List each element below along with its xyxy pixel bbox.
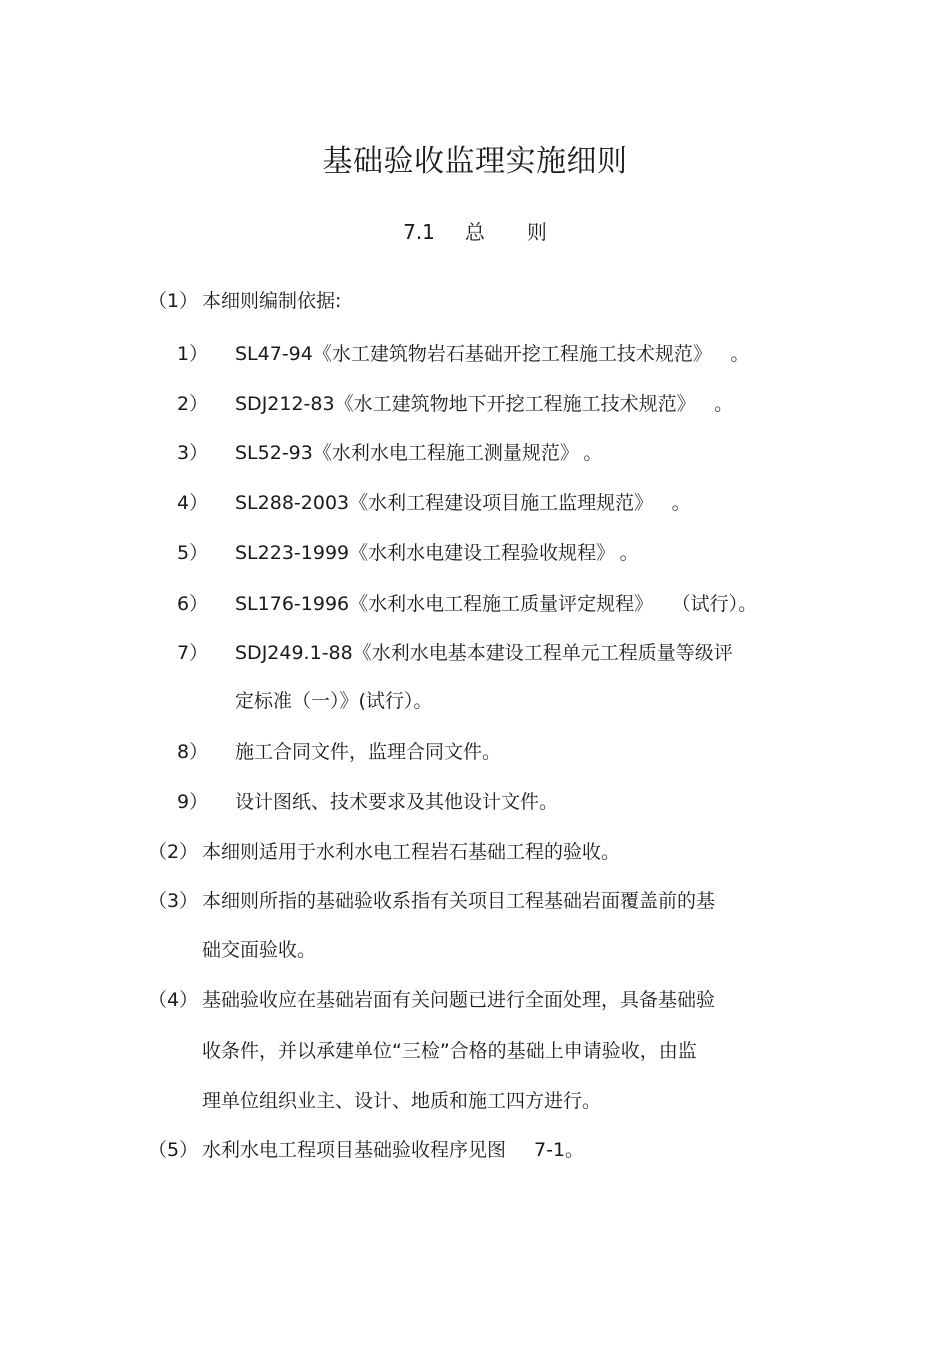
- item-tail: （试行）。: [681, 593, 758, 615]
- section-word-1: 总: [464, 220, 485, 244]
- standard-code: SL47-94: [235, 343, 313, 365]
- document-title: 基础验收监理实施细则: [322, 144, 628, 179]
- clause-marker: （1）: [148, 290, 199, 312]
- list-item-line-1: SDJ249.1-88《水利水电基本建设工程单元工程质量等级评: [235, 642, 733, 664]
- clause-text: [202, 1135, 584, 1165]
- standard-title: 《水工建筑物岩石基础开挖工程施工技术规范》: [312, 343, 703, 365]
- list-item: [235, 389, 733, 419]
- standard-title: 《水工建筑物地下开挖工程施工技术规范》: [334, 393, 687, 415]
- list-item: [235, 438, 602, 468]
- standard-code: SDJ212-83: [235, 393, 335, 415]
- clause-marker: （4）: [148, 989, 199, 1011]
- clause-text-line-1: 本细则所指的基础验收系指有关项目工程基础岩面覆盖前的基: [202, 890, 716, 912]
- standard-code: SL223-1999: [235, 542, 350, 564]
- list-item: 施工合同文件，监理合同文件。: [235, 741, 502, 763]
- list-item-line-2: 定标准（一）》(试行）。: [235, 690, 433, 712]
- item-tail: 。: [671, 492, 691, 514]
- list-marker: 6）: [177, 593, 209, 615]
- standard-title: 《水利水电工程施工测量规范》: [312, 442, 570, 464]
- item-tail: 。: [714, 393, 734, 415]
- clause-text-line-2: 础交面验收。: [202, 939, 317, 961]
- standard-code: SL288-2003: [235, 492, 350, 514]
- clause-text: 本细则适用于水利水电工程岩石基础工程的验收。: [202, 841, 621, 863]
- list-marker: 2）: [177, 393, 209, 415]
- standard-code: SL176-1996: [235, 593, 350, 615]
- clause-marker: （5）: [148, 1139, 199, 1161]
- item-tail: 。: [730, 343, 750, 365]
- list-item: [235, 488, 691, 518]
- standard-title: 《水利水电工程施工质量评定规程》: [349, 593, 654, 615]
- list-item: [235, 339, 749, 369]
- item-tail: 。: [619, 542, 639, 564]
- standard-title: 《水利水电建设工程验收规程》: [349, 542, 606, 564]
- list-marker: 7）: [177, 642, 209, 664]
- item-tail: 。: [583, 442, 603, 464]
- standard-title: 《水利工程建设项目施工监理规范》: [349, 492, 644, 514]
- standard-code: SL52-93: [235, 442, 313, 464]
- clause-text-line-3: 理单位组织业主、设计、地质和施工四方进行。: [202, 1090, 602, 1112]
- clause-text-line-2: 收条件，并以承建单位“三检”合格的基础上申请验收，由监: [202, 1040, 697, 1062]
- list-marker: 3）: [177, 442, 209, 464]
- list-item: [235, 538, 639, 568]
- list-marker: 9）: [177, 791, 209, 813]
- list-marker: 5）: [177, 542, 209, 564]
- clause-marker: （2）: [148, 841, 199, 863]
- figure-reference: 7-1。: [534, 1139, 585, 1161]
- section-word-2: 则: [526, 220, 547, 244]
- list-marker: 4）: [177, 492, 209, 514]
- section-heading: [0, 217, 950, 247]
- clause-marker: （3）: [148, 890, 199, 912]
- list-item: [235, 589, 757, 619]
- list-marker: 8）: [177, 741, 209, 763]
- section-number: 7.1: [403, 220, 435, 244]
- clause-text-body: 水利水电工程项目基础验收程序见图: [202, 1139, 507, 1161]
- list-item: 设计图纸、技术要求及其他设计文件。: [235, 791, 559, 813]
- clause-text-line-1: 基础验收应在基础岩面有关问题已进行全面处理，具备基础验: [202, 989, 716, 1011]
- clause-text: 本细则编制依据:: [202, 290, 342, 312]
- list-marker: 1）: [177, 343, 209, 365]
